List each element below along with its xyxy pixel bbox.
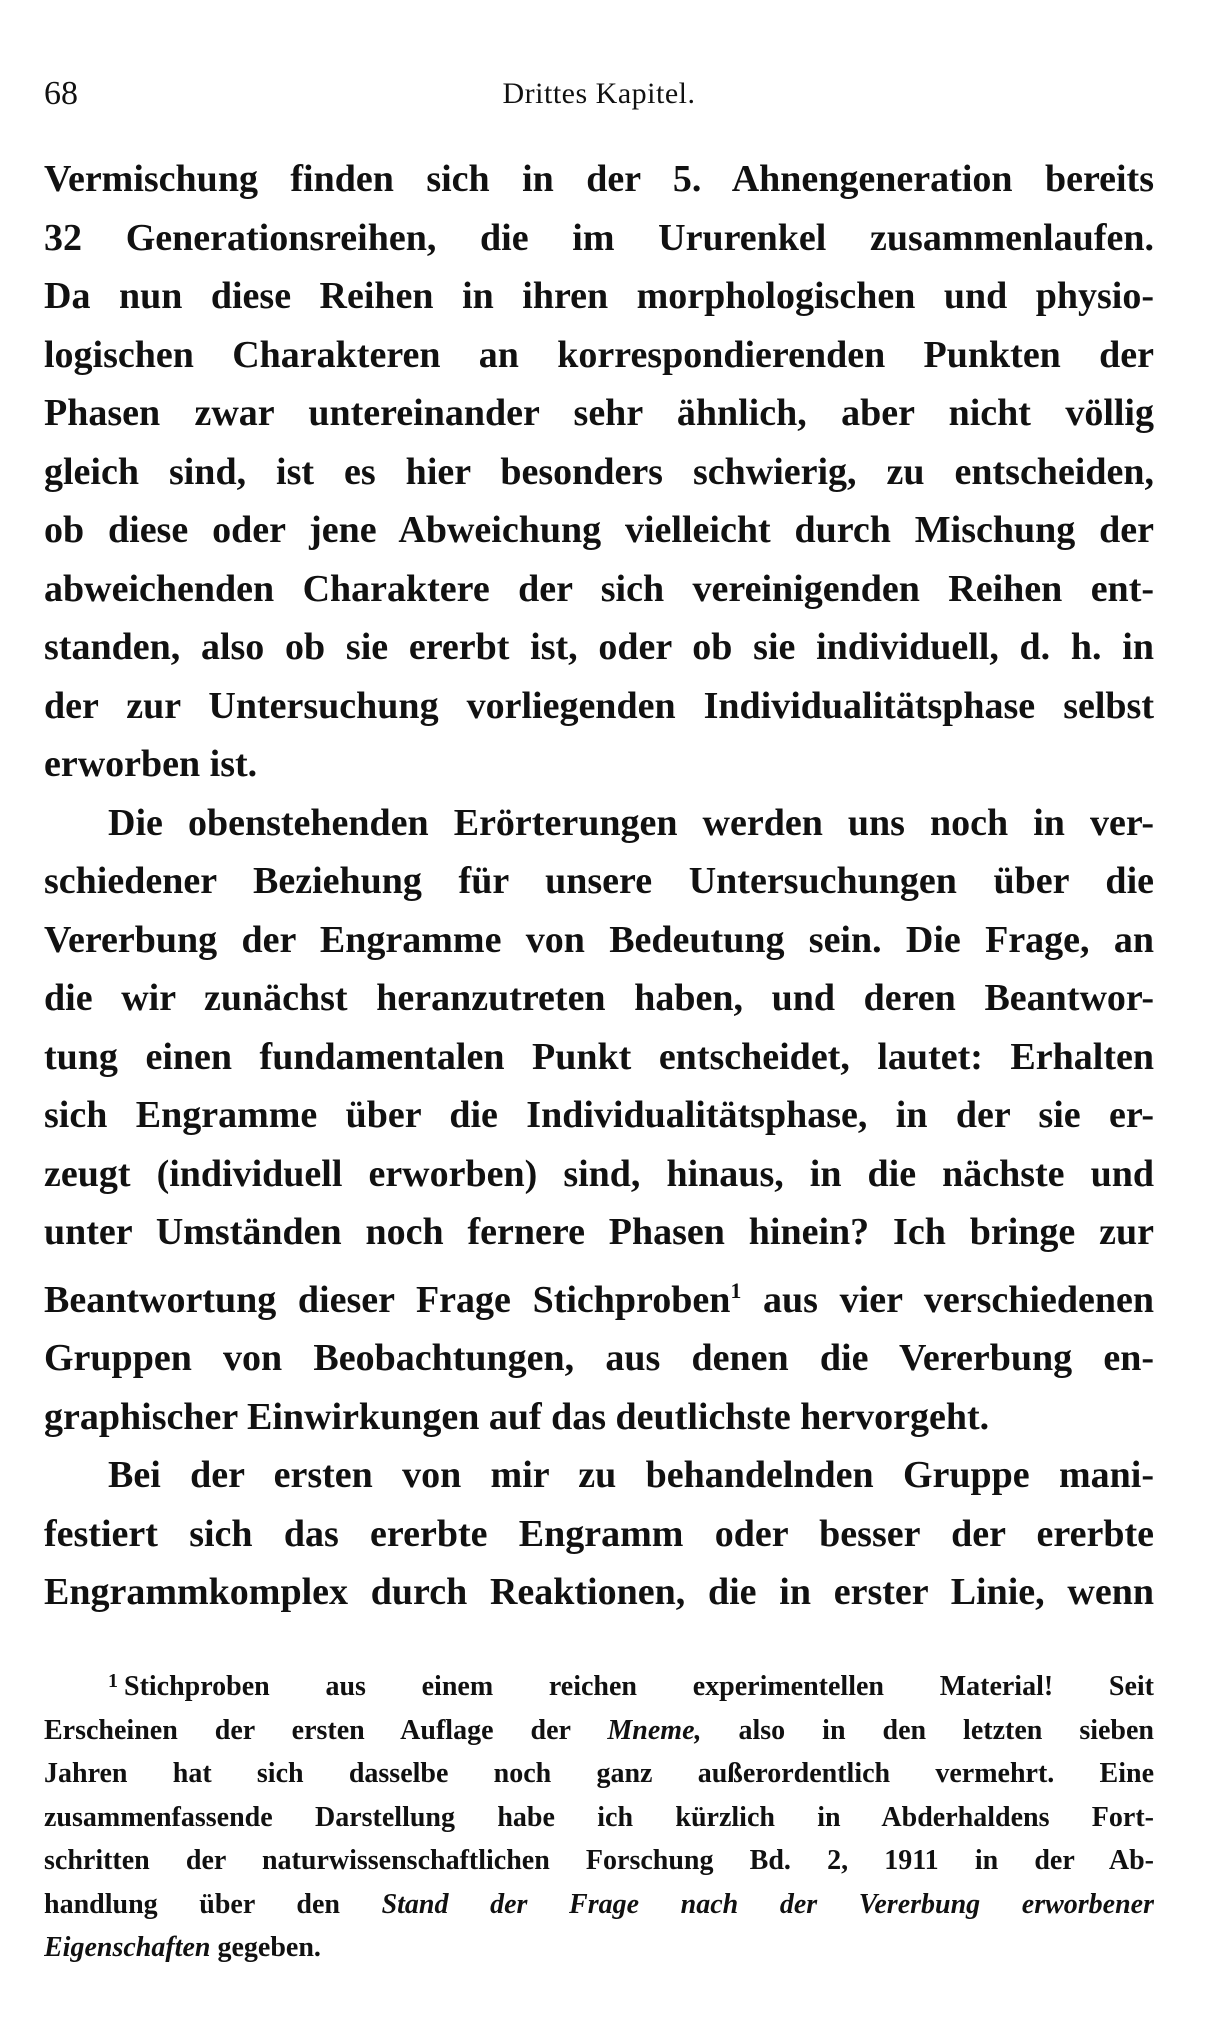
text-line: abweichenden Charaktere der sich vereinigenden Reihen ent- [44,567,1154,610]
text-line [44,1262,1154,1330]
text-line: Vererbung der Engramme von Bedeutung sein. Die Frage, an [44,918,1154,961]
italic-title: Eigenschaften [44,1932,211,1963]
text-line: unter Umständen noch fernere Phasen hinein? Ich bringe zur [44,1211,1154,1253]
text-line: 32 Generationsreihen, die im Ururenkel zusammenlaufen. [44,216,1154,259]
text-line: graphischer Einwirkungen auf das deutlichste hervorgeht. [44,1395,990,1438]
text-line: Gruppen von Beobachtungen, aus denen die Vererbung en- [44,1337,1154,1379]
page-header [44,72,1154,116]
italic-title: Mneme, [607,1714,702,1746]
page-number: 68 [44,75,78,112]
text-line: gleich sind, ist es hier besonders schwierig, zu entscheiden, [44,450,1154,493]
text-line: Engrammkomplex durch Reaktionen, die in erster Linie, wenn [44,1571,1154,1613]
footnote-reference[interactable]: 1 [730,1277,742,1303]
italic-title: Stand der Frage nach der Vererbung erworbener [381,1888,1154,1920]
text-fragment: Beantwortung dieser Frage Stichproben [44,1278,731,1321]
footnote-line [44,1709,1154,1753]
text-line: Da nun diese Reihen in ihren morphologischen und physio- [44,275,1154,317]
text-line: zeugt (individuell erworben) sind, hinaus, in die nächste und [44,1152,1154,1195]
running-head: Drittes Kapitel. [502,77,696,110]
text-fragment: Erscheinen der ersten Auflage der [44,1714,571,1746]
text-line: schiedener Beziehung für unsere Untersuchungen über die [44,860,1154,902]
text-fragment: also in den letzten sieben [738,1714,1154,1746]
text-line: logischen Charakteren an korrespondierenden Punkten der [44,333,1154,376]
text-line: Phasen zwar untereinander sehr ähnlich, aber nicht völlig [44,392,1154,434]
footnote-line [44,1883,1154,1927]
text-line: Vermischung finden sich in der 5. Ahnengeneration bereits [44,158,1154,200]
footnote-line [44,1660,1154,1709]
text-fragment: gegeben. [217,1932,321,1963]
text-line: der zur Untersuchung vorliegenden Individualitätsphase selbst [44,684,1154,727]
footnote [44,1660,1154,1970]
text-line: erworben ist. [44,743,258,785]
text-line: Die obenstehenden Erörterungen werden uns noch in ver- [108,801,1154,844]
footnote-line: Jahren hat sich dasselbe noch ganz außerordentlich vermehrt. Eine [44,1758,1154,1789]
text-line: sich Engramme über die Individualitätsphase, in der sie er- [44,1094,1154,1136]
text-line: festiert sich das ererbte Engramm oder besser der ererbte [44,1512,1154,1555]
text-line: ob diese oder jene Abweichung vielleicht durch Mischung der [44,509,1154,551]
text-line: Bei der ersten von mir zu behandelnden Gruppe mani- [108,1454,1154,1496]
text-fragment: aus vier verschiedenen [763,1278,1154,1321]
text-fragment: Stichproben aus einem reichen experimentellen Material! Seit [124,1671,1154,1702]
footnote-line [44,1926,1154,1970]
text-line: tung einen fundamentalen Punkt entscheidet, lautet: Erhalten [44,1035,1154,1078]
text-fragment: handlung über den [44,1888,340,1920]
body-text [44,150,1154,1622]
footnote-line: schritten der naturwissenschaftlichen Forschung Bd. 2, 1911 in der Ab- [44,1845,1154,1876]
text-line: die wir zunächst heranzutreten haben, und deren Beantwor- [44,977,1154,1019]
footnote-line: zusammenfassende Darstellung habe ich kürzlich in Abderhaldens Fort- [44,1801,1154,1833]
text-line: standen, also ob sie ererbt ist, oder ob sie individuell, d. h. in [44,626,1154,668]
footnote-marker: 1 [108,1670,118,1692]
